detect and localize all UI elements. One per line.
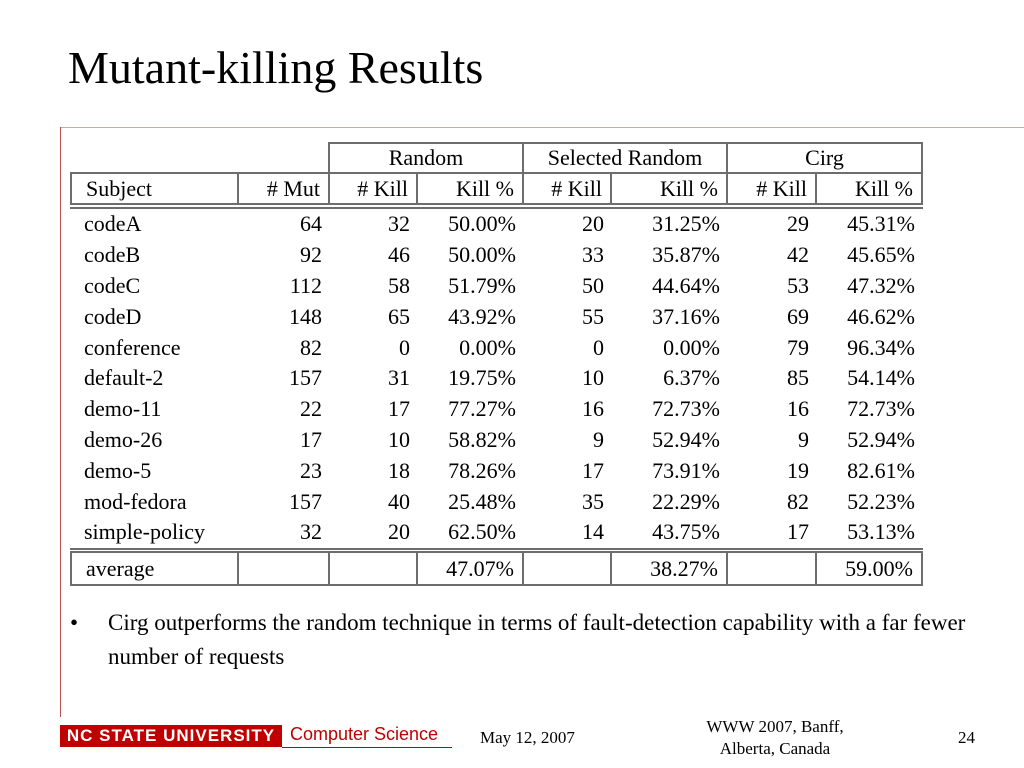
footer-date: May 12, 2007: [480, 728, 575, 747]
table-cell: 54.14%: [815, 363, 923, 394]
row-subject: demo-5: [70, 455, 239, 486]
conference-line-1: WWW 2007, Banff,: [706, 717, 844, 736]
table-cell: 112: [237, 271, 330, 302]
average-cell: 38.27%: [610, 551, 728, 586]
group-header: Random: [328, 142, 524, 174]
table-cell: 157: [237, 486, 330, 517]
average-cell: [726, 551, 817, 586]
table-cell: 52.94%: [610, 425, 728, 456]
top-divider: [60, 127, 1024, 128]
table-cell: 55: [522, 301, 612, 332]
table-cell: 17: [522, 455, 612, 486]
bullet-text: Cirg outperforms the random technique in terms of fault-detection capability with a far fewer number of requests: [108, 610, 966, 669]
university-logo: NC STATE UNIVERSITY: [60, 725, 282, 747]
average-label: average: [70, 551, 239, 586]
table-cell: 72.73%: [815, 394, 923, 425]
conference-line-2: Alberta, Canada: [719, 739, 831, 758]
table-cell: 53.13%: [815, 517, 923, 548]
table-cell: 14: [522, 517, 612, 548]
table-cell: 18: [328, 455, 418, 486]
table-cell: 16: [726, 394, 817, 425]
table-cell: 77.27%: [416, 394, 524, 425]
table-cell: 32: [237, 517, 330, 548]
table-cell: 50.00%: [416, 240, 524, 271]
table-cell: 46: [328, 240, 418, 271]
table-cell: 82: [726, 486, 817, 517]
table-cell: 20: [328, 517, 418, 548]
column-header: # Kill: [522, 172, 612, 205]
table-cell: 9: [522, 425, 612, 456]
table-cell: 45.65%: [815, 240, 923, 271]
table-cell: 52.94%: [815, 425, 923, 456]
column-header: Kill %: [610, 172, 728, 205]
row-subject: simple-policy: [70, 517, 239, 548]
table-cell: 69: [726, 301, 817, 332]
table-cell: 42: [726, 240, 817, 271]
column-header: Kill %: [416, 172, 524, 205]
table-cell: 19.75%: [416, 363, 524, 394]
slide-title: Mutant-killing Results: [68, 42, 484, 93]
table-cell: 43.92%: [416, 301, 524, 332]
table-cell: 31: [328, 363, 418, 394]
table-cell: 9: [726, 425, 817, 456]
table-cell: 65: [328, 301, 418, 332]
table-cell: 92: [237, 240, 330, 271]
row-subject: codeC: [70, 271, 239, 302]
table-cell: 37.16%: [610, 301, 728, 332]
table-cell: 157: [237, 363, 330, 394]
table-cell: 16: [522, 394, 612, 425]
table-cell: 35.87%: [610, 240, 728, 271]
table-cell: 10: [522, 363, 612, 394]
department-label: Computer Science: [290, 724, 439, 744]
table-cell: 64: [237, 209, 330, 240]
table-cell: 45.31%: [815, 209, 923, 240]
row-subject: codeA: [70, 209, 239, 240]
average-cell: [522, 551, 612, 586]
average-cell: [237, 551, 330, 586]
table-cell: 43.75%: [610, 517, 728, 548]
group-header: Selected Random: [522, 142, 728, 174]
table-cell: 50: [522, 271, 612, 302]
table-cell: 32: [328, 209, 418, 240]
table-cell: 31.25%: [610, 209, 728, 240]
table-cell: 20: [522, 209, 612, 240]
table-cell: 53: [726, 271, 817, 302]
row-subject: codeD: [70, 301, 239, 332]
table-cell: 17: [726, 517, 817, 548]
table-cell: 22.29%: [610, 486, 728, 517]
average-cell: 47.07%: [416, 551, 524, 586]
column-header: Kill %: [815, 172, 923, 205]
table-cell: 73.91%: [610, 455, 728, 486]
table-cell: 25.48%: [416, 486, 524, 517]
table-cell: 96.34%: [815, 332, 923, 363]
average-cell: 59.00%: [815, 551, 923, 586]
table-cell: 148: [237, 301, 330, 332]
row-subject: mod-fedora: [70, 486, 239, 517]
average-cell: [328, 551, 418, 586]
table-cell: 0: [522, 332, 612, 363]
table-cell: 51.79%: [416, 271, 524, 302]
table-cell: 40: [328, 486, 418, 517]
table-cell: 44.64%: [610, 271, 728, 302]
table-cell: 0.00%: [416, 332, 524, 363]
table-cell: 0: [328, 332, 418, 363]
table-cell: 17: [328, 394, 418, 425]
table-cell: 33: [522, 240, 612, 271]
column-header: # Mut: [237, 172, 330, 205]
table-cell: 58.82%: [416, 425, 524, 456]
table-cell: 17: [237, 425, 330, 456]
table-cell: 0.00%: [610, 332, 728, 363]
page-number: 24: [958, 728, 975, 747]
table-cell: 58: [328, 271, 418, 302]
table-cell: 82.61%: [815, 455, 923, 486]
row-subject: conference: [70, 332, 239, 363]
table-cell: 62.50%: [416, 517, 524, 548]
row-subject: codeB: [70, 240, 239, 271]
row-subject: demo-11: [70, 394, 239, 425]
table-cell: 6.37%: [610, 363, 728, 394]
table-cell: 50.00%: [416, 209, 524, 240]
table-cell: 23: [237, 455, 330, 486]
table-cell: 46.62%: [815, 301, 923, 332]
column-header: Subject: [70, 172, 239, 205]
table-cell: 52.23%: [815, 486, 923, 517]
table-cell: 72.73%: [610, 394, 728, 425]
footer-conference: [680, 716, 870, 760]
row-subject: default-2: [70, 363, 239, 394]
table-cell: 47.32%: [815, 271, 923, 302]
table-cell: 79: [726, 332, 817, 363]
department-underline: [282, 747, 452, 748]
table-cell: 82: [237, 332, 330, 363]
table-cell: 78.26%: [416, 455, 524, 486]
column-header: # Kill: [328, 172, 418, 205]
table-cell: 10: [328, 425, 418, 456]
bullet-marker: •: [70, 610, 79, 635]
table-cell: 85: [726, 363, 817, 394]
table-cell: 19: [726, 455, 817, 486]
group-header: Cirg: [726, 142, 923, 174]
row-subject: demo-26: [70, 425, 239, 456]
table-cell: 35: [522, 486, 612, 517]
table-cell: 29: [726, 209, 817, 240]
left-divider: [60, 127, 61, 717]
table-cell: 22: [237, 394, 330, 425]
column-header: # Kill: [726, 172, 817, 205]
